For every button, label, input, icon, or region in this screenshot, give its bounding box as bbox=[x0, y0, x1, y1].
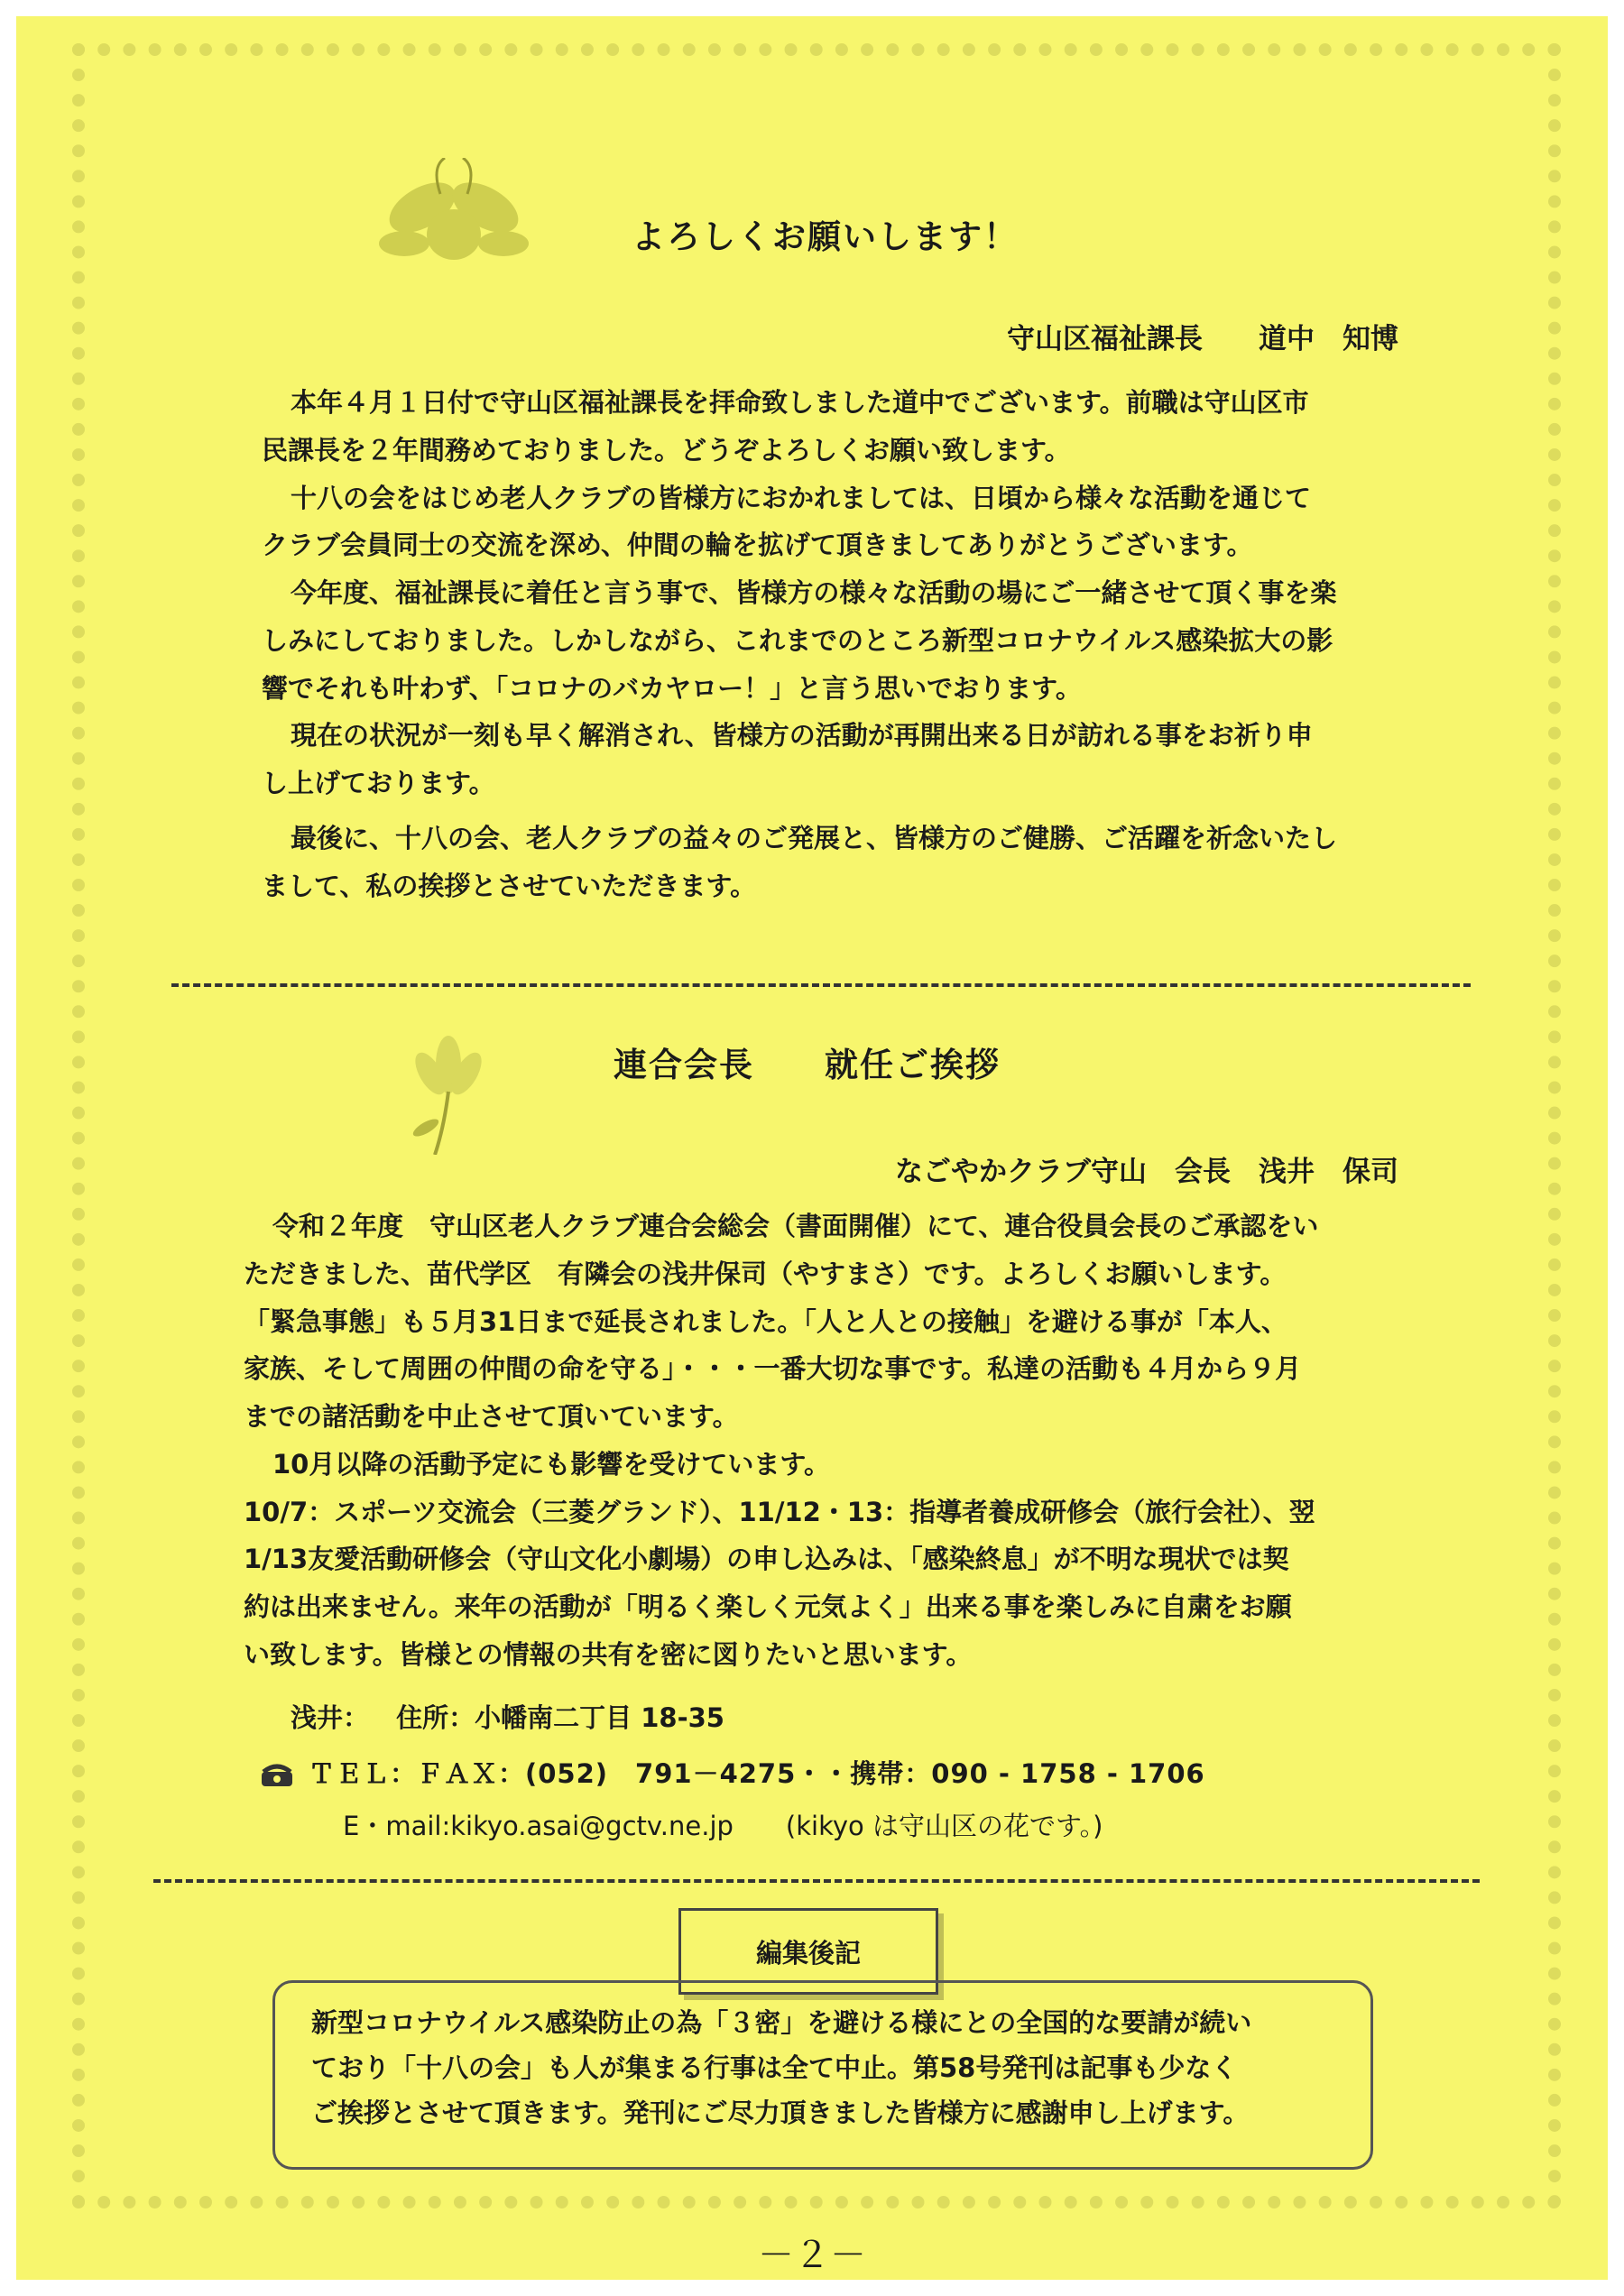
text-line: い致します。皆様との情報の共有を密に図りたいと思います。 bbox=[244, 1638, 973, 1670]
text-line: 民課長を２年間務めておりました。どうぞよろしくお願い致します。 bbox=[262, 434, 1071, 466]
text-line: し上げております。 bbox=[262, 768, 495, 799]
text-line: 響でそれも叶わず、「コロナのバカヤロー！」と言う思いでおります。 bbox=[262, 672, 1082, 704]
text-line: 1/13友愛活動研修会（守山文化小劇場）の申し込みは、「感染終息」が不明な現状では契 bbox=[244, 1544, 1289, 1575]
text-line: 10/7：スポーツ交流会（三菱グランド）、11/12・13：指導者養成研修会（旅行会社）、翌 bbox=[244, 1496, 1315, 1527]
text-line: 最後に、十八の会、老人クラブの益々のご発展と、皆様方のご健勝、ご活躍を祈念いたし bbox=[291, 822, 1338, 853]
flower-illustration bbox=[359, 158, 549, 271]
greeting-body bbox=[262, 379, 1407, 909]
chairman-title: 連合会長 就任ご挨拶 bbox=[614, 1046, 1001, 1084]
page-number: －２－ bbox=[758, 2235, 866, 2276]
chairman-paragraph-4 bbox=[244, 1489, 1407, 1679]
text-line: ただきました、苗代学区 有隣会の浅井保司（やすまさ）です。よろしくお願いします。 bbox=[244, 1258, 1287, 1289]
text-line: までの諸活動を中止させて頂いています。 bbox=[244, 1401, 739, 1433]
text-line: しみにしておりました。しかしながら、これまでのところ新型コロナウイルス感染拡大の影 bbox=[262, 624, 1333, 656]
editor-title: 編集後記 bbox=[755, 1937, 861, 1969]
text-line: 10月以降の活動予定にも影響を受けています。 bbox=[272, 1448, 831, 1480]
greeting-author: 守山区福祉課長 道中 知博 bbox=[1007, 323, 1398, 355]
text-line: 令和２年度 守山区老人クラブ連合会総会（書面開催）にて、連合役員会長のご承認をい bbox=[272, 1211, 1319, 1241]
text-line: ており「十八の会」も人が集まる行事は全て中止。第58号発刊は記事も少なく bbox=[311, 2052, 1238, 2083]
text-line: 十八の会をはじめ老人クラブの皆様方におかれましては、日頃から様々な活動を通じて bbox=[291, 482, 1312, 513]
greeting-paragraph-2 bbox=[262, 475, 1407, 570]
text-line: 本年４月１日付で守山区福祉課長を拝命致しました道中でございます。前職は守山区市 bbox=[291, 387, 1309, 418]
chairman-paragraph-3 bbox=[244, 1441, 1407, 1489]
text-line: まして、私の挨拶とさせていただきます。 bbox=[262, 870, 757, 901]
contact-name-label: 浅井： bbox=[291, 1702, 370, 1733]
greeting-title: よろしくお願いします！ bbox=[632, 217, 1019, 256]
greeting-paragraph-4 bbox=[262, 712, 1407, 807]
editor-note-text bbox=[311, 2001, 1334, 2136]
contact-address: 住所：小幡南二丁目 18-35 bbox=[396, 1702, 724, 1733]
chairman-author: なごやかクラブ守山 会長 浅井 保司 bbox=[895, 1156, 1398, 1188]
decorative-star-border bbox=[72, 43, 1561, 2208]
text-line: 「緊急事態」も５月31日まで延長されました。「人と人との接触」を避ける事が「本人、 bbox=[244, 1305, 1287, 1337]
greeting-paragraph-5 bbox=[262, 815, 1407, 910]
contact-phone: ＴＥＬ：ＦＡＸ：(052) 791－4275・・携帯：090 - 1758 - 1706 bbox=[309, 1758, 1205, 1789]
section-divider bbox=[171, 983, 1471, 987]
greeting-paragraph-3 bbox=[262, 569, 1407, 712]
text-line: 家族、そして周囲の仲間の命を守る」・・・一番大切な事です。私達の活動も４月から９月 bbox=[244, 1353, 1302, 1385]
chairman-body bbox=[244, 1203, 1407, 1679]
contact-phone-row bbox=[260, 1750, 1343, 1798]
text-line: 新型コロナウイルス感染防止の為「３密」を避ける様にとの全国的な要請が続い bbox=[311, 2007, 1252, 2038]
telephone-icon bbox=[260, 1763, 294, 1788]
contact-address-row bbox=[291, 1694, 1193, 1742]
text-line: 約は出来ません。来年の活動が「明るく楽しく元気よく」出来る事を楽しみに自粛をお願 bbox=[244, 1591, 1292, 1623]
text-line: ご挨拶とさせて頂きます。発刊にご尽力頂きました皆様方に感謝申し上げます。 bbox=[311, 2097, 1250, 2128]
text-line: 今年度、福祉課長に着任と言う事で、皆様方の様々な活動の場にご一緒させて頂く事を楽 bbox=[291, 577, 1337, 609]
text-line: クラブ会員同士の交流を深め、仲間の輪を拡げて頂きましてありがとうございます。 bbox=[262, 530, 1253, 561]
chairman-paragraph-2 bbox=[244, 1298, 1407, 1441]
section-divider bbox=[153, 1879, 1480, 1883]
editor-note-box bbox=[272, 1980, 1373, 2170]
greeting-paragraph-1 bbox=[262, 379, 1407, 475]
chairman-paragraph-1 bbox=[244, 1203, 1407, 1298]
text-line: 現在の状況が一刻も早く解消され、皆様方の活動が再開出来る日が訪れる事をお祈り申 bbox=[291, 720, 1313, 752]
lily-illustration bbox=[399, 1028, 498, 1155]
contact-email: E・mail:kikyo.asai@gctv.ne.jp (kikyo は守山区の花です。) bbox=[343, 1811, 1103, 1841]
